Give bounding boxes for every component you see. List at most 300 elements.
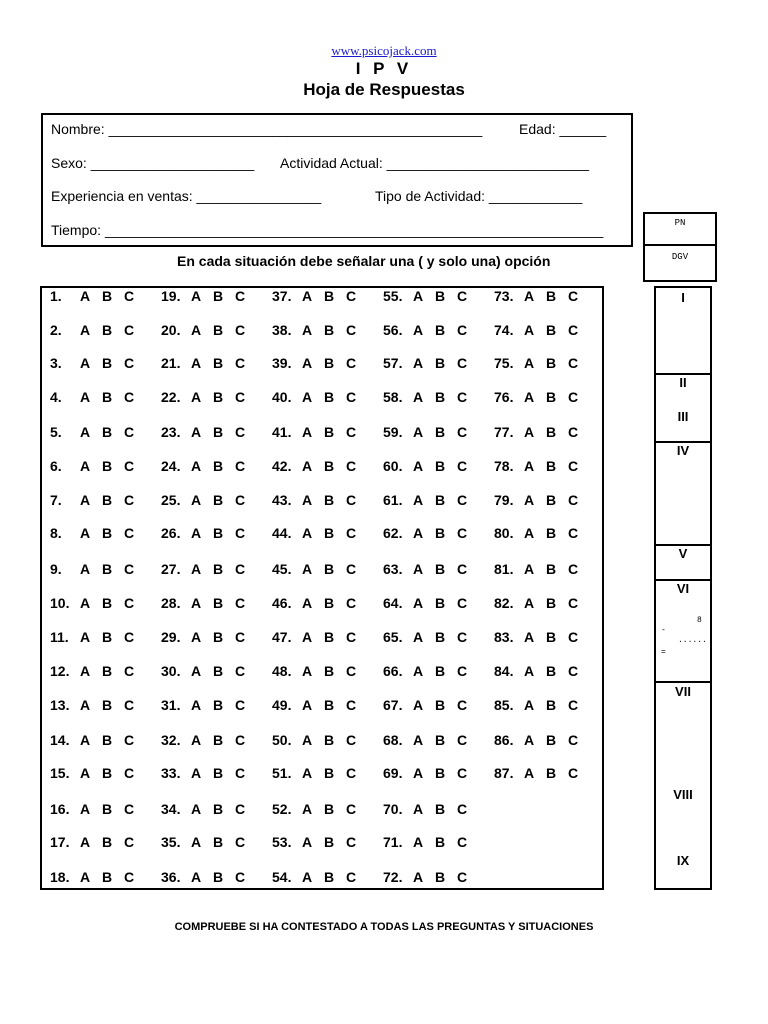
option-a[interactable]: A	[191, 424, 202, 440]
option-c[interactable]: C	[457, 492, 468, 508]
option-b[interactable]: B	[102, 834, 113, 850]
answer-item	[161, 834, 257, 850]
option-b[interactable]: B	[213, 663, 224, 679]
option-b[interactable]: B	[324, 561, 335, 577]
option-b[interactable]: B	[324, 834, 335, 850]
option-c[interactable]: C	[568, 561, 579, 577]
option-b[interactable]: B	[213, 424, 224, 440]
option-a[interactable]: A	[413, 697, 424, 713]
option-a[interactable]: A	[524, 424, 535, 440]
option-b[interactable]: B	[213, 697, 224, 713]
option-c[interactable]: C	[346, 458, 357, 474]
question-number: 85.	[494, 697, 514, 713]
option-a[interactable]: A	[413, 801, 424, 817]
option-b[interactable]: B	[546, 663, 557, 679]
option-c[interactable]: C	[235, 869, 246, 885]
option-a[interactable]: A	[413, 629, 424, 645]
option-b[interactable]: B	[324, 492, 335, 508]
option-a[interactable]: A	[524, 595, 535, 611]
option-c[interactable]: C	[235, 595, 246, 611]
option-b[interactable]: B	[324, 322, 335, 338]
option-b[interactable]: B	[435, 801, 446, 817]
option-c[interactable]: C	[124, 389, 135, 405]
actividad-actual-field[interactable]: Actividad Actual: __________________________	[280, 155, 590, 171]
option-c[interactable]: C	[568, 288, 579, 304]
option-c[interactable]: C	[457, 389, 468, 405]
option-c[interactable]: C	[568, 525, 579, 541]
option-b[interactable]: B	[546, 525, 557, 541]
option-b[interactable]: B	[213, 595, 224, 611]
option-b[interactable]: B	[324, 869, 335, 885]
option-c[interactable]: C	[235, 525, 246, 541]
option-a[interactable]: A	[302, 629, 313, 645]
option-c[interactable]: C	[346, 834, 357, 850]
option-a[interactable]: A	[524, 288, 535, 304]
option-c[interactable]: C	[568, 322, 579, 338]
option-a[interactable]: A	[302, 492, 313, 508]
option-b[interactable]: B	[213, 801, 224, 817]
option-a[interactable]: A	[524, 355, 535, 371]
option-a[interactable]: A	[302, 561, 313, 577]
option-b[interactable]: B	[324, 732, 335, 748]
option-c[interactable]: C	[457, 629, 468, 645]
option-c[interactable]: C	[457, 288, 468, 304]
option-c[interactable]: C	[346, 288, 357, 304]
option-c[interactable]: C	[457, 697, 468, 713]
option-b[interactable]: B	[324, 629, 335, 645]
option-b[interactable]: B	[546, 765, 557, 781]
option-c[interactable]: C	[235, 322, 246, 338]
option-a[interactable]: A	[80, 732, 91, 748]
option-c[interactable]: C	[346, 765, 357, 781]
option-b[interactable]: B	[324, 424, 335, 440]
option-a[interactable]: A	[524, 561, 535, 577]
question-number: 42.	[272, 458, 292, 474]
option-a[interactable]: A	[302, 389, 313, 405]
option-c[interactable]: C	[124, 458, 135, 474]
question-number: 2.	[50, 322, 62, 338]
option-c[interactable]: C	[235, 663, 246, 679]
option-b[interactable]: B	[435, 525, 446, 541]
option-b[interactable]: B	[102, 424, 113, 440]
option-a[interactable]: A	[80, 458, 91, 474]
tipo-actividad-field[interactable]: Tipo de Actividad: ____________	[375, 188, 583, 204]
option-b[interactable]: B	[102, 322, 113, 338]
question-number: 82.	[494, 595, 514, 611]
option-b[interactable]: B	[324, 288, 335, 304]
option-a[interactable]: A	[80, 525, 91, 541]
option-a[interactable]: A	[413, 424, 424, 440]
nombre-field[interactable]: Nombre: ________________________________________________	[51, 121, 483, 137]
option-a[interactable]: A	[80, 869, 91, 885]
option-c[interactable]: C	[346, 424, 357, 440]
option-a[interactable]: A	[191, 801, 202, 817]
option-c[interactable]: C	[568, 697, 579, 713]
answer-item	[494, 322, 590, 338]
option-b[interactable]: B	[324, 458, 335, 474]
option-a[interactable]: A	[191, 525, 202, 541]
option-c[interactable]: C	[235, 458, 246, 474]
option-c[interactable]: C	[235, 629, 246, 645]
question-number: 45.	[272, 561, 292, 577]
option-b[interactable]: B	[102, 389, 113, 405]
option-a[interactable]: A	[302, 424, 313, 440]
option-a[interactable]: A	[191, 834, 202, 850]
option-a[interactable]: A	[80, 424, 91, 440]
option-a[interactable]: A	[302, 765, 313, 781]
option-c[interactable]: C	[457, 525, 468, 541]
option-b[interactable]: B	[102, 732, 113, 748]
tiempo-field[interactable]: Tiempo: ________________________________________________________________	[51, 222, 604, 238]
option-c[interactable]: C	[346, 525, 357, 541]
option-c[interactable]: C	[235, 424, 246, 440]
option-b[interactable]: B	[102, 288, 113, 304]
option-c[interactable]: C	[457, 355, 468, 371]
option-c[interactable]: C	[568, 424, 579, 440]
option-a[interactable]: A	[191, 595, 202, 611]
option-c[interactable]: C	[124, 492, 135, 508]
option-c[interactable]: C	[235, 834, 246, 850]
option-a[interactable]: A	[302, 322, 313, 338]
option-b[interactable]: B	[546, 629, 557, 645]
option-b[interactable]: B	[546, 355, 557, 371]
option-c[interactable]: C	[346, 801, 357, 817]
option-b[interactable]: B	[102, 869, 113, 885]
option-c[interactable]: C	[346, 492, 357, 508]
option-a[interactable]: A	[524, 765, 535, 781]
dgv-cell[interactable]: DGV	[671, 252, 689, 262]
option-c[interactable]: C	[457, 765, 468, 781]
option-a[interactable]: A	[524, 732, 535, 748]
option-b[interactable]: B	[324, 765, 335, 781]
question-number: 1.	[50, 288, 62, 304]
answer-item	[494, 663, 590, 679]
answer-item	[161, 458, 257, 474]
option-a[interactable]: A	[80, 389, 91, 405]
option-c[interactable]: C	[568, 389, 579, 405]
option-b[interactable]: B	[102, 765, 113, 781]
option-c[interactable]: C	[235, 697, 246, 713]
option-a[interactable]: A	[524, 663, 535, 679]
option-a[interactable]: A	[191, 732, 202, 748]
option-b[interactable]: B	[102, 355, 113, 371]
option-c[interactable]: C	[346, 355, 357, 371]
option-a[interactable]: A	[524, 389, 535, 405]
option-c[interactable]: C	[568, 732, 579, 748]
option-c[interactable]: C	[124, 732, 135, 748]
option-c[interactable]: C	[346, 869, 357, 885]
sexo-field[interactable]: Sexo: _____________________	[51, 155, 255, 171]
option-c[interactable]: C	[235, 561, 246, 577]
option-a[interactable]: A	[80, 629, 91, 645]
option-a[interactable]: A	[302, 834, 313, 850]
option-c[interactable]: C	[124, 561, 135, 577]
option-c[interactable]: C	[124, 663, 135, 679]
option-b[interactable]: B	[213, 322, 224, 338]
option-b[interactable]: B	[435, 629, 446, 645]
option-b[interactable]: B	[213, 458, 224, 474]
option-a[interactable]: A	[191, 322, 202, 338]
option-a[interactable]: A	[191, 869, 202, 885]
answer-item	[161, 492, 257, 508]
option-a[interactable]: A	[413, 561, 424, 577]
answer-item	[494, 288, 590, 304]
option-a[interactable]: A	[80, 561, 91, 577]
option-a[interactable]: A	[413, 525, 424, 541]
option-a[interactable]: A	[413, 322, 424, 338]
option-b[interactable]: B	[213, 561, 224, 577]
question-number: 41.	[272, 424, 292, 440]
option-b[interactable]: B	[213, 869, 224, 885]
option-a[interactable]: A	[524, 492, 535, 508]
option-c[interactable]: C	[457, 732, 468, 748]
option-a[interactable]: A	[80, 595, 91, 611]
option-a[interactable]: A	[80, 834, 91, 850]
option-a[interactable]: A	[80, 288, 91, 304]
option-b[interactable]: B	[102, 458, 113, 474]
option-b[interactable]: B	[546, 424, 557, 440]
option-b[interactable]: B	[324, 663, 335, 679]
option-b[interactable]: B	[546, 595, 557, 611]
option-a[interactable]: A	[524, 697, 535, 713]
option-a[interactable]: A	[524, 458, 535, 474]
option-c[interactable]: C	[457, 322, 468, 338]
option-a[interactable]: A	[80, 355, 91, 371]
option-c[interactable]: C	[457, 424, 468, 440]
option-c[interactable]: C	[235, 355, 246, 371]
option-b[interactable]: B	[213, 389, 224, 405]
question-number: 52.	[272, 801, 292, 817]
option-b[interactable]: B	[102, 801, 113, 817]
option-a[interactable]: A	[191, 389, 202, 405]
answer-item	[272, 663, 368, 679]
option-b[interactable]: B	[324, 355, 335, 371]
option-c[interactable]: C	[457, 869, 468, 885]
option-c[interactable]: C	[235, 288, 246, 304]
option-a[interactable]: A	[80, 697, 91, 713]
option-a[interactable]: A	[413, 869, 424, 885]
option-b[interactable]: B	[435, 424, 446, 440]
option-c[interactable]: C	[124, 322, 135, 338]
question-number: 34.	[161, 801, 181, 817]
answer-item	[272, 629, 368, 645]
option-a[interactable]: A	[413, 389, 424, 405]
option-c[interactable]: C	[346, 732, 357, 748]
option-c[interactable]: C	[124, 801, 135, 817]
option-c[interactable]: C	[457, 561, 468, 577]
option-c[interactable]: C	[124, 869, 135, 885]
option-a[interactable]: A	[302, 869, 313, 885]
option-a[interactable]: A	[80, 765, 91, 781]
option-c[interactable]: C	[457, 834, 468, 850]
option-c[interactable]: C	[124, 424, 135, 440]
option-b[interactable]: B	[546, 697, 557, 713]
option-b[interactable]: B	[213, 629, 224, 645]
option-a[interactable]: A	[413, 355, 424, 371]
option-a[interactable]: A	[191, 492, 202, 508]
option-c[interactable]: C	[235, 732, 246, 748]
option-b[interactable]: B	[102, 595, 113, 611]
option-a[interactable]: A	[302, 697, 313, 713]
option-c[interactable]: C	[568, 355, 579, 371]
option-c[interactable]: C	[457, 801, 468, 817]
option-a[interactable]: A	[302, 458, 313, 474]
option-b[interactable]: B	[435, 663, 446, 679]
option-b[interactable]: B	[102, 525, 113, 541]
option-b[interactable]: B	[546, 288, 557, 304]
option-c[interactable]: C	[346, 663, 357, 679]
option-b[interactable]: B	[213, 288, 224, 304]
option-b[interactable]: B	[213, 732, 224, 748]
option-b[interactable]: B	[213, 492, 224, 508]
answer-item	[161, 801, 257, 817]
option-b[interactable]: B	[435, 288, 446, 304]
option-c[interactable]: C	[346, 389, 357, 405]
option-b[interactable]: B	[435, 492, 446, 508]
option-b[interactable]: B	[324, 697, 335, 713]
option-b[interactable]: B	[435, 561, 446, 577]
option-a[interactable]: A	[80, 492, 91, 508]
option-b[interactable]: B	[324, 525, 335, 541]
personal-info-box	[41, 113, 633, 247]
option-b[interactable]: B	[435, 869, 446, 885]
website-url[interactable]: www.psicojack.com	[331, 43, 437, 58]
option-b[interactable]: B	[324, 595, 335, 611]
option-b[interactable]: B	[435, 697, 446, 713]
option-b[interactable]: B	[546, 732, 557, 748]
option-c[interactable]: C	[568, 492, 579, 508]
option-c[interactable]: C	[457, 663, 468, 679]
option-a[interactable]: A	[191, 288, 202, 304]
option-b[interactable]: B	[435, 458, 446, 474]
option-b[interactable]: B	[213, 765, 224, 781]
option-c[interactable]: C	[124, 697, 135, 713]
option-a[interactable]: A	[302, 288, 313, 304]
option-c[interactable]: C	[124, 629, 135, 645]
option-c[interactable]: C	[568, 765, 579, 781]
option-b[interactable]: B	[102, 492, 113, 508]
option-a[interactable]: A	[191, 663, 202, 679]
question-number: 20.	[161, 322, 181, 338]
option-a[interactable]: A	[80, 322, 91, 338]
option-b[interactable]: B	[213, 355, 224, 371]
option-c[interactable]: C	[124, 834, 135, 850]
option-a[interactable]: A	[524, 629, 535, 645]
option-b[interactable]: B	[102, 697, 113, 713]
option-c[interactable]: C	[346, 697, 357, 713]
option-c[interactable]: C	[346, 595, 357, 611]
answer-item	[494, 732, 590, 748]
option-a[interactable]: A	[413, 595, 424, 611]
option-b[interactable]: B	[102, 561, 113, 577]
answer-item	[161, 525, 257, 541]
option-c[interactable]: C	[124, 355, 135, 371]
option-b[interactable]: B	[213, 525, 224, 541]
edad-field[interactable]: Edad: ______	[519, 121, 607, 137]
option-b[interactable]: B	[546, 389, 557, 405]
option-b[interactable]: B	[435, 355, 446, 371]
option-a[interactable]: A	[302, 525, 313, 541]
option-b[interactable]: B	[435, 765, 446, 781]
option-c[interactable]: C	[346, 629, 357, 645]
answer-item	[383, 663, 479, 679]
option-c[interactable]: C	[568, 595, 579, 611]
option-c[interactable]: C	[235, 765, 246, 781]
option-b[interactable]: B	[435, 834, 446, 850]
option-c[interactable]: C	[124, 288, 135, 304]
option-b[interactable]: B	[213, 834, 224, 850]
option-c[interactable]: C	[346, 322, 357, 338]
answer-item	[50, 492, 146, 508]
option-b[interactable]: B	[102, 663, 113, 679]
option-a[interactable]: A	[80, 801, 91, 817]
option-a[interactable]: A	[524, 525, 535, 541]
option-a[interactable]: A	[191, 765, 202, 781]
option-c[interactable]: C	[457, 458, 468, 474]
option-b[interactable]: B	[324, 801, 335, 817]
option-a[interactable]: A	[302, 801, 313, 817]
option-a[interactable]: A	[302, 355, 313, 371]
option-a[interactable]: A	[302, 595, 313, 611]
option-a[interactable]: A	[191, 458, 202, 474]
option-b[interactable]: B	[435, 732, 446, 748]
option-c[interactable]: C	[124, 595, 135, 611]
option-b[interactable]: B	[435, 389, 446, 405]
option-a[interactable]: A	[413, 765, 424, 781]
answer-item	[383, 322, 479, 338]
option-b[interactable]: B	[435, 595, 446, 611]
option-a[interactable]: A	[413, 732, 424, 748]
question-number: 83.	[494, 629, 514, 645]
option-a[interactable]: A	[413, 458, 424, 474]
option-b[interactable]: B	[435, 322, 446, 338]
option-a[interactable]: A	[413, 492, 424, 508]
option-b[interactable]: B	[546, 458, 557, 474]
test-title: I P V	[355, 59, 413, 78]
answer-item	[161, 322, 257, 338]
option-a[interactable]: A	[413, 834, 424, 850]
option-a[interactable]: A	[191, 561, 202, 577]
option-a[interactable]: A	[413, 663, 424, 679]
option-c[interactable]: C	[568, 629, 579, 645]
option-a[interactable]: A	[80, 663, 91, 679]
option-b[interactable]: B	[546, 492, 557, 508]
pn-cell[interactable]: PN	[645, 214, 715, 246]
option-c[interactable]: C	[568, 458, 579, 474]
option-a[interactable]: A	[302, 732, 313, 748]
option-c[interactable]: C	[346, 561, 357, 577]
option-c[interactable]: C	[235, 389, 246, 405]
option-a[interactable]: A	[524, 322, 535, 338]
experiencia-field[interactable]: Experiencia en ventas: ________________	[51, 188, 322, 204]
option-c[interactable]: C	[568, 663, 579, 679]
option-c[interactable]: C	[124, 525, 135, 541]
option-a[interactable]: A	[191, 355, 202, 371]
option-c[interactable]: C	[235, 801, 246, 817]
option-a[interactable]: A	[191, 697, 202, 713]
option-b[interactable]: B	[546, 322, 557, 338]
option-a[interactable]: A	[413, 288, 424, 304]
option-a[interactable]: A	[191, 629, 202, 645]
option-c[interactable]: C	[235, 492, 246, 508]
option-b[interactable]: B	[102, 629, 113, 645]
option-a[interactable]: A	[302, 663, 313, 679]
option-b[interactable]: B	[324, 389, 335, 405]
option-b[interactable]: B	[546, 561, 557, 577]
option-c[interactable]: C	[124, 765, 135, 781]
question-number: 69.	[383, 765, 403, 781]
option-c[interactable]: C	[457, 595, 468, 611]
